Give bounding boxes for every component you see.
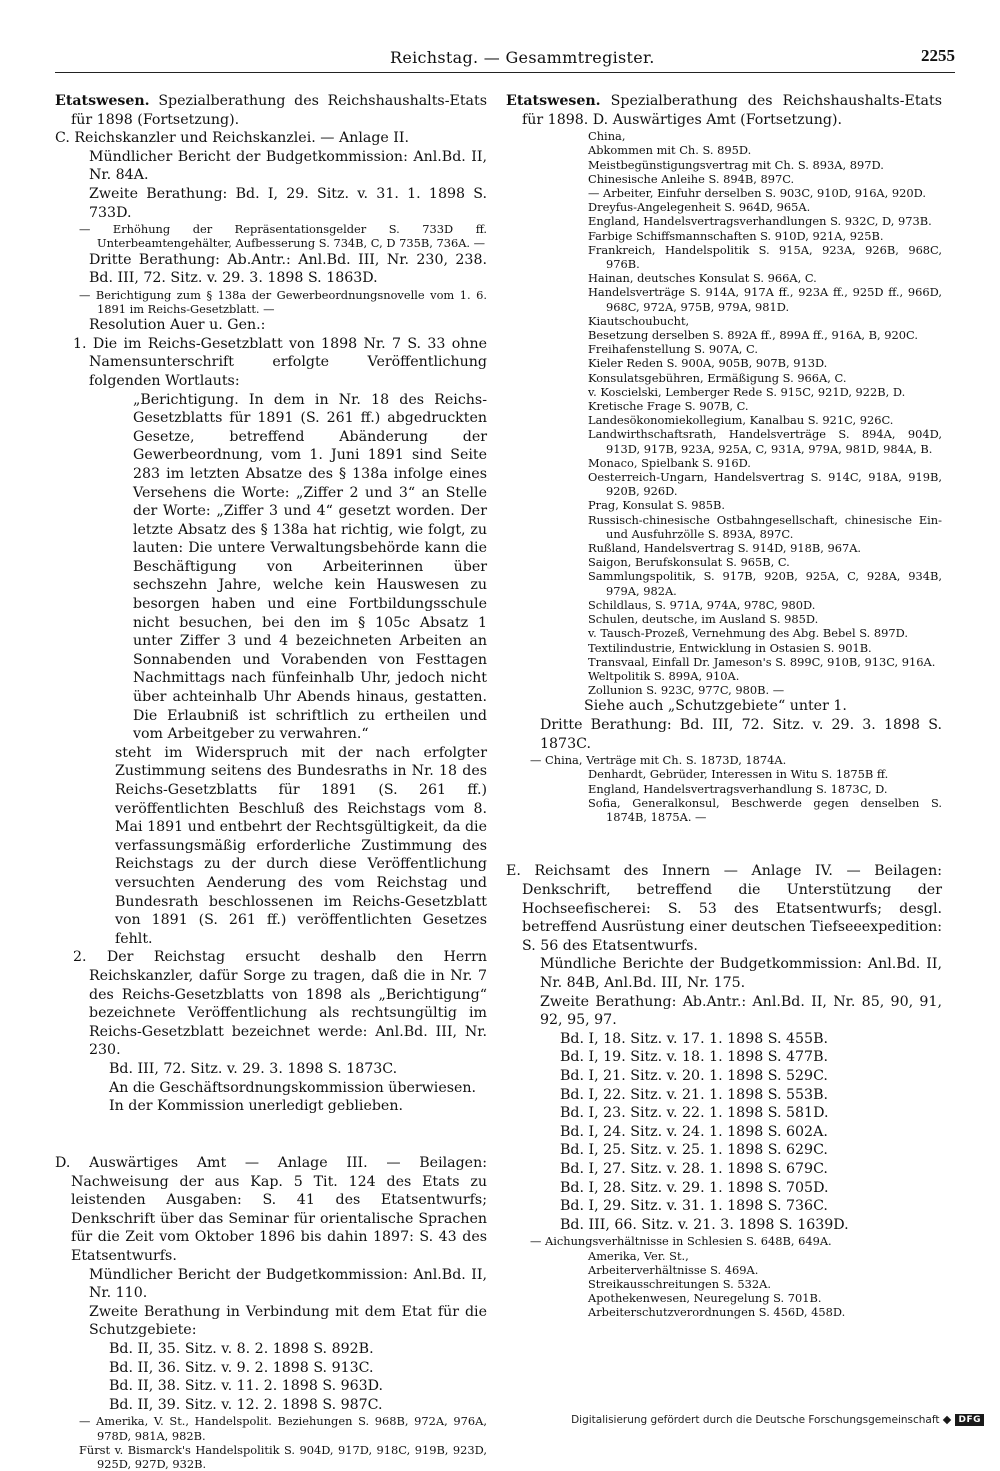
index-entry: [506, 641, 942, 655]
entry-text: — Amerika, V. St., Handelspolit. Beziehungen S. 968B, 972A, 976A, 978D, 981A, 982B.: [79, 1414, 487, 1443]
index-entry: [506, 413, 942, 427]
entry-text: Prag, Konsulat S. 985B.: [588, 498, 726, 513]
entry-text: — Berichtigung zum § 138a der Gewerbeordnungsnovelle vom 1. 6. 1891 im Reichs-Gesetzblatt. —: [79, 287, 487, 316]
index-entry: [506, 158, 942, 172]
index-entry: [506, 214, 942, 228]
index-entry: [506, 186, 942, 200]
entry-text: Weltpolitik S. 899A, 910A.: [588, 668, 740, 683]
index-entry: [55, 1266, 487, 1303]
index-entry: [55, 185, 487, 222]
index-entry: [506, 955, 942, 992]
index-entry: [506, 229, 942, 243]
index-entry: [506, 767, 942, 781]
citation-line: [506, 1048, 942, 1067]
entry-heading: Etatswesen.: [506, 93, 601, 109]
index-entry: [506, 555, 942, 569]
entry-text: D. Auswärtiges Amt — Anlage III. — Beilagen: Nachweisung der aus Kap. 5 Tit. 124 des Etats zu leistenden Ausgaben: S. 41 des Etatsentwurfs; Denkschrift über das Seminar für orientalische Sprachen für die Zeit vom Oktober 1896 bis dahin 1897: S. 43 des Etatsentwurfs.: [55, 1155, 487, 1265]
index-entry: [506, 1291, 942, 1305]
index-entry: [506, 371, 942, 385]
index-entry: [506, 314, 942, 328]
index-entry: [506, 385, 942, 399]
entry-text: Transvaal, Einfall Dr. Jameson's S. 899C, 910B, 913C, 916A.: [588, 654, 936, 669]
index-entry: [506, 129, 942, 143]
entry-text: 1. Die im Reichs-Gesetzblatt von 1898 Nr. 7 S. 33 ohne Namensunterschrift erfolgte Veröffentlichung folgenden Wortlauts:: [73, 335, 487, 389]
citation-line: [55, 1377, 487, 1396]
entry-text: Besetzung derselben S. 892A ff., 899A ff., 916A, B, 920C.: [588, 328, 918, 343]
entry-text: Resolution Auer u. Gen.:: [89, 317, 266, 334]
entry-text: — Arbeiter, Einfuhr derselben S. 903C, 910D, 916A, 920D.: [588, 186, 926, 200]
entry-text: Arbeiterverhältnisse S. 469A.: [588, 1262, 759, 1277]
index-entry: [506, 669, 942, 683]
entry-text: E. Reichsamt des Innern — Anlage IV. — Beilagen: Denkschrift, betreffend die Unterstützung der Hochseefischerei: S. 53 des Etatsentwurfs; desgl. betreffend Ausrüstung einer deutschen Tiefseeexpedition: S. 56 des Etatsentwurfs.: [506, 863, 942, 954]
entry-text: Bd. I, 22. Sitz. v. 21. 1. 1898 S. 553B.: [560, 1086, 829, 1103]
index-entry: [55, 1414, 487, 1442]
entry-text: Fürst v. Bismarck's Handelspolitik S. 904D, 917D, 918C, 919B, 923D, 925D, 927D, 932B.: [79, 1442, 487, 1471]
index-entry: [55, 1079, 487, 1098]
index-entry: [55, 1097, 487, 1116]
entry-text: Zweite Berathung: Ab.Antr.: Anl.Bd. II, Nr. 85, 90, 91, 92, 95, 97.: [540, 993, 942, 1029]
entry-text: Saigon, Berufskonsulat S. 965B, C.: [588, 555, 790, 570]
index-entry: [506, 1234, 942, 1248]
entry-text: Bd. I, 18. Sitz. v. 17. 1. 1898 S. 455B.: [560, 1030, 829, 1047]
index-entry: [506, 655, 942, 669]
entry-text: Mündliche Berichte der Budgetkommission: Anl.Bd. II, Nr. 84B, Anl.Bd. III, Nr. 175.: [540, 956, 942, 992]
index-entry: [506, 626, 942, 640]
entry-text: Sammlungspolitik, S. 917B, 920B, 925A, C, 928A, 934B, 979A, 982A.: [588, 569, 942, 598]
index-entry: [506, 782, 942, 796]
entry-text: Mündlicher Bericht der Budgetkommission: Anl.Bd. II, Nr. 84A.: [89, 148, 487, 184]
entry-text: Landesökonomiekollegium, Kanalbau S. 921C, 926C.: [588, 413, 894, 428]
entry-text: Bd. III, 66. Sitz. v. 21. 3. 1898 S. 1639D.: [560, 1216, 849, 1233]
entry-text: Mündlicher Bericht der Budgetkommission: Anl.Bd. II, Nr. 110.: [89, 1266, 487, 1302]
entry-text: Schildlaus, S. 971A, 974A, 978C, 980D.: [588, 597, 816, 612]
entry-text: Handelsverträge S. 914A, 917A ff., 923A ff., 925D ff., 966D, 968C, 972A, 975B, 979A, 981D.: [588, 285, 942, 314]
index-entry: [55, 391, 487, 744]
entry-text: Bd. I, 29. Sitz. v. 31. 1. 1898 S. 736C.: [560, 1198, 828, 1215]
entry-text: Spezialberathung des Reichshaushalts-Etats für 1898 (Fortsetzung).: [71, 93, 487, 128]
index-entry: [55, 1154, 487, 1266]
index-entry: [55, 1060, 487, 1079]
index-entry: [506, 598, 942, 612]
entry-text: — Aichungsverhältnisse in Schlesien S. 648B, 649A.: [530, 1234, 832, 1249]
index-entry: [55, 251, 487, 288]
index-entry: [506, 399, 942, 413]
index-entry: [506, 92, 942, 129]
running-title: Reichstag. — Gesammtregister.: [390, 48, 655, 67]
citation-line: [506, 1160, 942, 1179]
index-entry: [506, 456, 942, 470]
index-entry: [55, 92, 487, 129]
index-entry: [506, 862, 942, 955]
citation-line: [506, 1067, 942, 1086]
entry-text: Bd. III, 72. Sitz. v. 29. 3. 1898 S. 1873C.: [109, 1060, 398, 1077]
index-entry: [506, 1263, 942, 1277]
entry-text: Konsulatsgebühren, Ermäßigung S. 966A, C.: [588, 370, 847, 385]
entry-text: Landwirthschaftsrath, Handelsverträge S. 894A, 904D, 913D, 917B, 923A, 925A, C, 931A, 979A, 981D, 984A, B.: [588, 427, 942, 456]
index-entry: [506, 683, 942, 697]
index-entry: [55, 335, 487, 391]
entry-text: Textilindustrie, Entwicklung in Ostasien S. 901B.: [588, 640, 872, 655]
index-entry: [506, 716, 942, 753]
dfg-mark-icon: [943, 1416, 951, 1424]
left-column: [55, 92, 487, 1471]
index-entry: [506, 285, 942, 313]
entry-text: Frankreich, Handelspolitik S. 915A, 923A, 926B, 968C, 976B.: [588, 242, 942, 272]
index-entry: [506, 569, 942, 597]
citation-line: [506, 1197, 942, 1216]
entry-text: Chinesische Anleihe S. 894B, 897C.: [588, 171, 795, 186]
entry-text: C. Reichskanzler und Reichskanzlei. — Anlage II.: [55, 130, 410, 147]
entry-text: Bd. I, 27. Sitz. v. 28. 1. 1898 S. 679C.: [560, 1160, 828, 1177]
index-entry: [506, 753, 942, 767]
entry-text: An die Geschäftsordnungskommission überwiesen.: [109, 1079, 477, 1096]
index-entry: [506, 172, 942, 186]
index-entry: [55, 744, 487, 949]
citation-line: [506, 1123, 942, 1142]
entry-text: Bd. II, 38. Sitz. v. 11. 2. 1898 S. 963D.: [109, 1378, 384, 1395]
entry-text: — Erhöhung der Repräsentationsgelder S. 733D ff. Unterbeamtengehälter, Aufbesserung S. 734B, C, D 735B, 736A. —: [79, 222, 487, 251]
section-gap: [55, 1130, 487, 1140]
entry-text: Kieler Reden S. 900A, 905B, 907B, 913D.: [588, 356, 828, 371]
entry-text: Bd. I, 24. Sitz. v. 24. 1. 1898 S. 602A.: [560, 1123, 828, 1140]
entry-text: Zweite Berathung in Verbindung mit dem Etat für die Schutzgebiete:: [89, 1303, 487, 1339]
entry-text: Amerika, Ver. St.,: [588, 1248, 689, 1263]
page-header: [55, 46, 955, 73]
entry-text: Streikausschreitungen S. 532A.: [588, 1276, 771, 1291]
entry-text: „Berichtigung. In dem in Nr. 18 des Reichs-Gesetzblatts für 1891 (S. 261 ff.) abgedruckten Gesetze, betreffend Abänderung der Gewerbeordnung, vom 1. Juni 1891 sind Seite 283 im letzten Absatze des § 138a infolge eines Versehens die Worte: „Ziffer 2 und 3“ an Stelle der Worte: „Ziffer 3 und 4“ gesetzt worden. Der letzte Absatz des § 138a hat richtig, wie folgt, zu lauten: Die untere Verwaltungsbehörde kann die Beschäftigung von Arbeiterinnen über sechszehn Jahre, welche kein Hauswesen zu besorgen haben und eine Fortbildungsschule nicht besuchen, bei den im § 105c Absatz 1 unter Ziffer 3 und 4 bezeichneten Arbeiten an Sonnabenden und Vorabenden von Festtagen Nachmittags nach fünfeinhalb Uhr, jedoch nicht über achteinhalb Uhr Abends hinaus, gestatten. Die Erlaubniß ist schriftlich zu ertheilen und vom Arbeitgeber zu verwahren.“: [133, 391, 487, 743]
entry-text: Sofia, Generalkonsul, Beschwerde gegen denselben S. 1874B, 1875A. —: [588, 795, 942, 824]
index-entry: [506, 143, 942, 157]
entry-text: Oesterreich-Ungarn, Handelsvertrag S. 914C, 918A, 919B, 920B, 926D.: [588, 470, 942, 499]
index-entry: [55, 148, 487, 185]
index-entry: [506, 513, 942, 541]
citation-line: [55, 1340, 487, 1359]
index-entry: [55, 1303, 487, 1340]
entry-text: Meistbegünstigungsvertrag mit Ch. S. 893A, 897D.: [588, 157, 884, 172]
citation-line: [506, 1179, 942, 1198]
index-entry: [55, 222, 487, 250]
entry-text: Kretische Frage S. 907B, C.: [588, 399, 749, 414]
entry-text: — China, Verträge mit Ch. S. 1873D, 1874A.: [530, 753, 787, 768]
citation-line: [506, 1086, 942, 1105]
index-entry: [506, 541, 942, 555]
entry-text: Bd. I, 23. Sitz. v. 22. 1. 1898 S. 581D.: [560, 1105, 829, 1122]
index-entry: [506, 200, 942, 214]
entry-text: Bd. I, 21. Sitz. v. 20. 1. 1898 S. 529C.: [560, 1068, 828, 1085]
index-entry: [506, 1277, 942, 1291]
entry-text: England, Handelsvertragsverhandlung S. 1873C, D.: [588, 781, 888, 796]
entry-text: China,: [588, 129, 626, 144]
entry-text: Dreyfus-Angelegenheit S. 964D, 965A.: [588, 200, 811, 215]
citation-line: [55, 1359, 487, 1378]
entry-text: Bd. II, 39. Sitz. v. 12. 2. 1898 S. 987C.: [109, 1396, 383, 1413]
index-entry: [506, 427, 942, 455]
section-gap: [506, 838, 942, 848]
entry-text: Abkommen mit Ch. S. 895D.: [588, 143, 752, 158]
index-entry: [506, 1305, 942, 1319]
index-entry: [55, 129, 487, 148]
entry-text: Apothekenwesen, Neuregelung S. 701B.: [588, 1291, 822, 1306]
entry-text: Farbige Schiffsmannschaften S. 910D, 921A, 925B.: [588, 228, 884, 243]
footer: [571, 1414, 984, 1426]
entry-text: Bd. I, 25. Sitz. v. 25. 1. 1898 S. 629C.: [560, 1142, 828, 1159]
entry-text: Russisch-chinesische Ostbahngesellschaft, chinesische Ein- und Ausfuhrzölle S. 893A, 897C.: [588, 512, 942, 541]
entry-text: Zweite Berathung: Bd. I, 29. Sitz. v. 31. 1. 1898 S. 733D.: [89, 185, 487, 221]
entry-text: Siehe auch „Schutzgebiete“ unter 1.: [584, 698, 847, 715]
entry-text: Hainan, deutsches Konsulat S. 966A, C.: [588, 271, 817, 286]
index-entry: [55, 948, 487, 1060]
entry-text: Freihafenstellung S. 907A, C.: [588, 342, 758, 357]
index-entry: [506, 1249, 942, 1263]
entry-text: Dritte Berathung: Bd. III, 72. Sitz. v. 29. 3. 1898 S. 1873C.: [540, 716, 942, 752]
index-entry: [55, 1443, 487, 1471]
entry-text: v. Tausch-Prozeß, Vernehmung des Abg. Bebel S. 897D.: [588, 626, 908, 641]
entry-text: 2. Der Reichstag ersucht deshalb den Herrn Reichskanzler, dafür Sorge zu tragen, daß die in Nr. 7 des Reichs-Gesetzblatts von 1898 als „Berichtigung“ bezeichnete Veröffentlichung als rechtsungültig im Reichs-Gesetzblatt bezeichnet werde: Anl.Bd. III, Nr. 230.: [73, 949, 487, 1059]
entry-text: Denhardt, Gebrüder, Interessen in Witu S. 1875B ff.: [588, 767, 889, 782]
index-entry: [506, 697, 942, 716]
entry-text: Dritte Berathung: Ab.Antr.: Anl.Bd. III, Nr. 230, 238. Bd. III, 72. Sitz. v. 29. 3. 1898 S. 1863D.: [89, 251, 487, 287]
entry-text: v. Koscielski, Lemberger Rede S. 915C, 921D, 922B, D.: [588, 384, 906, 399]
entry-text: steht im Widerspruch mit der nach erfolgter Zustimmung seitens des Bundesraths in Nr. 18 des Reichs-Gesetzblatts für 1891 (S. 261 ff.) veröffentlichten Beschluß des Reichstags vom 8. Mai 1891 und entbehrt der Rechtsgültigkeit, da die verfassungsmäßig erforderliche Zustimmung des Reichstags zu der durch diese Veröffentlichung versuchten Aenderung des vom Reichstag und Bundesrath beschlossenen im Reichs-Gesetzblatt von 1891 (S. 261 ff.) veröffentlichten Gesetzes fehlt.: [115, 744, 487, 947]
entry-text: Bd. II, 35. Sitz. v. 8. 2. 1898 S. 892B.: [109, 1341, 374, 1357]
entry-text: Spezialberathung des Reichshaushalts-Etats für 1898. D. Auswärtiges Amt (Fortsetzung).: [522, 93, 942, 128]
entry-text: Kiautschoubucht,: [588, 313, 690, 328]
index-entry: [506, 612, 942, 626]
dfg-logo: DFG: [955, 1414, 984, 1426]
index-entry: [55, 288, 487, 316]
citation-line: [506, 1141, 942, 1160]
index-entry: [506, 271, 942, 285]
entry-text: Zollunion S. 923C, 977C, 980B. —: [588, 683, 785, 698]
index-entry: [506, 993, 942, 1030]
page-number: 2255: [921, 46, 955, 65]
entry-text: Bd. I, 28. Sitz. v. 29. 1. 1898 S. 705D.: [560, 1179, 829, 1196]
entry-text: Schulen, deutsche, im Ausland S. 985D.: [588, 612, 819, 627]
entry-text: Arbeiterschutzverordnungen S. 456D, 458D.: [588, 1305, 846, 1320]
entry-text: Rußland, Handelsvertrag S. 914D, 918B, 967A.: [588, 541, 862, 556]
entry-text: In der Kommission unerledigt geblieben.: [109, 1098, 403, 1115]
entry-text: Bd. I, 19. Sitz. v. 18. 1. 1898 S. 477B.: [560, 1049, 829, 1066]
index-entry: [55, 316, 487, 335]
right-column: [506, 92, 942, 1320]
index-entry: [506, 470, 942, 498]
citation-line: [506, 1030, 942, 1049]
entry-heading: Etatswesen.: [55, 93, 150, 109]
entry-text: Bd. II, 36. Sitz. v. 9. 2. 1898 S. 913C.: [109, 1359, 374, 1376]
index-entry: [506, 796, 942, 824]
citation-line: [55, 1396, 487, 1415]
citation-line: [506, 1104, 942, 1123]
index-entry: [506, 243, 942, 271]
entry-text: England, Handelsvertragsverhandlungen S. 932C, D, 973B.: [588, 214, 932, 229]
index-entry: [506, 356, 942, 370]
index-entry: [506, 328, 942, 342]
citation-line: [506, 1216, 942, 1235]
index-entry: [506, 342, 942, 356]
index-entry: [506, 498, 942, 512]
entry-text: Monaco, Spielbank S. 916D.: [588, 455, 751, 470]
footer-credit: Digitalisierung gefördert durch die Deutsche Forschungsgemeinschaft: [571, 1414, 940, 1426]
